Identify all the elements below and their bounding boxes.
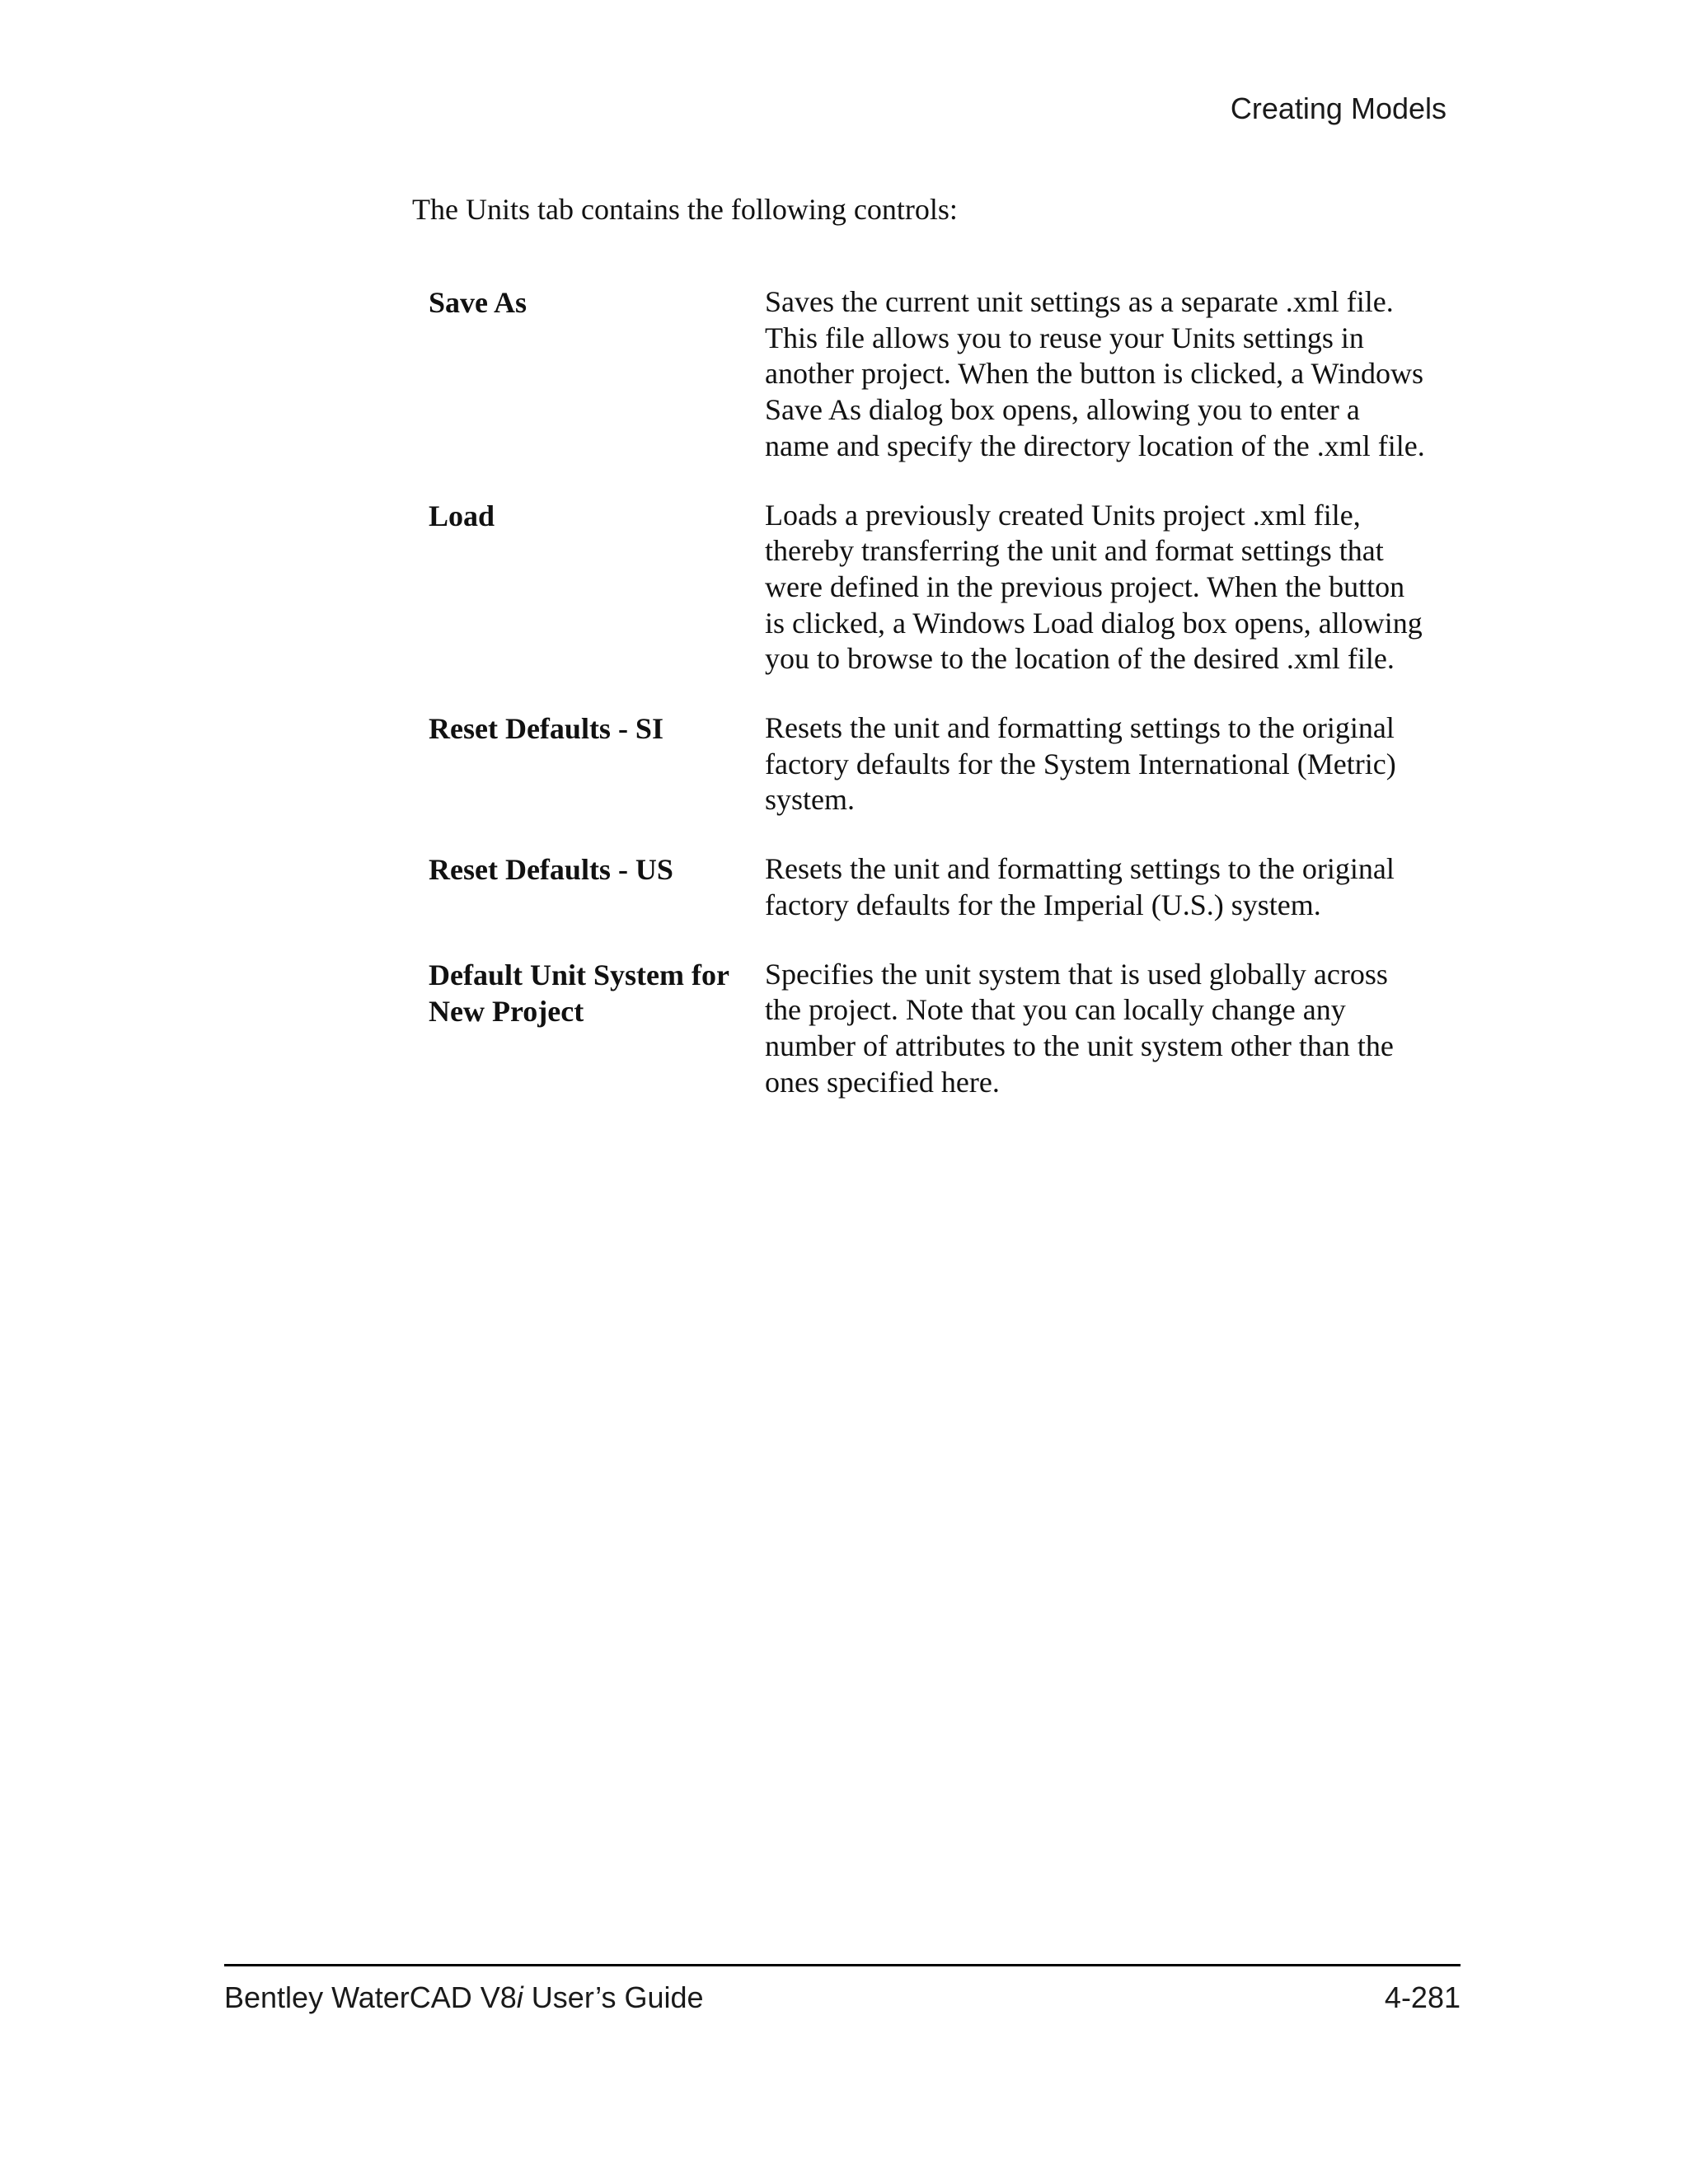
control-row-default-unit-system xyxy=(429,957,1426,1101)
footer-title-suffix: User’s Guide xyxy=(523,1980,704,2014)
page-footer xyxy=(224,1980,1461,2016)
control-term: Reset Defaults - US xyxy=(429,853,673,887)
control-row-load xyxy=(429,498,1426,678)
running-header: Creating Models xyxy=(1230,91,1447,125)
control-description: Loads a previously created Units project .xml file, thereby transferring the unit and format settings that were defined in the previous project. When the button is clicked, a Windows Load dialog box opens, allowing you to browse to the location of the desired .xml file. xyxy=(765,498,1423,676)
control-row-reset-defaults-si xyxy=(429,710,1426,818)
control-description: Specifies the unit system that is used globally across the project. Note that you can locally change any number of attributes to the unit system other than the ones specified here. xyxy=(765,957,1394,1099)
control-term: Default Unit System for New Project xyxy=(429,958,729,1028)
control-term: Load xyxy=(429,499,495,532)
footer-guide-title xyxy=(224,1980,704,2016)
footer-title-italic: i xyxy=(516,1980,523,2014)
page-number: 4-281 xyxy=(1384,1980,1461,2014)
footer-rule xyxy=(224,1964,1461,1966)
control-row-reset-defaults-us xyxy=(429,851,1426,923)
control-description: Resets the unit and formatting settings to the original factory defaults for the System International (Metric) system. xyxy=(765,711,1396,817)
control-description: Saves the current unit settings as a separate .xml file. This file allows you to reuse your Units settings in another project. When the button is clicked, a Windows Save As dialog box opens, allowing you to enter a name and specify the directory location of the .xml file. xyxy=(765,285,1425,462)
controls-table xyxy=(429,284,1426,1133)
control-term: Reset Defaults - SI xyxy=(429,712,663,746)
control-term: Save As xyxy=(429,286,528,319)
intro-paragraph: The Units tab contains the following controls: xyxy=(412,193,958,226)
footer-title-prefix: Bentley WaterCAD V8 xyxy=(224,1980,517,2014)
control-row-save-as xyxy=(429,284,1426,465)
control-description: Resets the unit and formatting settings to the original factory defaults for the Imperial (U.S.) system. xyxy=(765,852,1395,921)
